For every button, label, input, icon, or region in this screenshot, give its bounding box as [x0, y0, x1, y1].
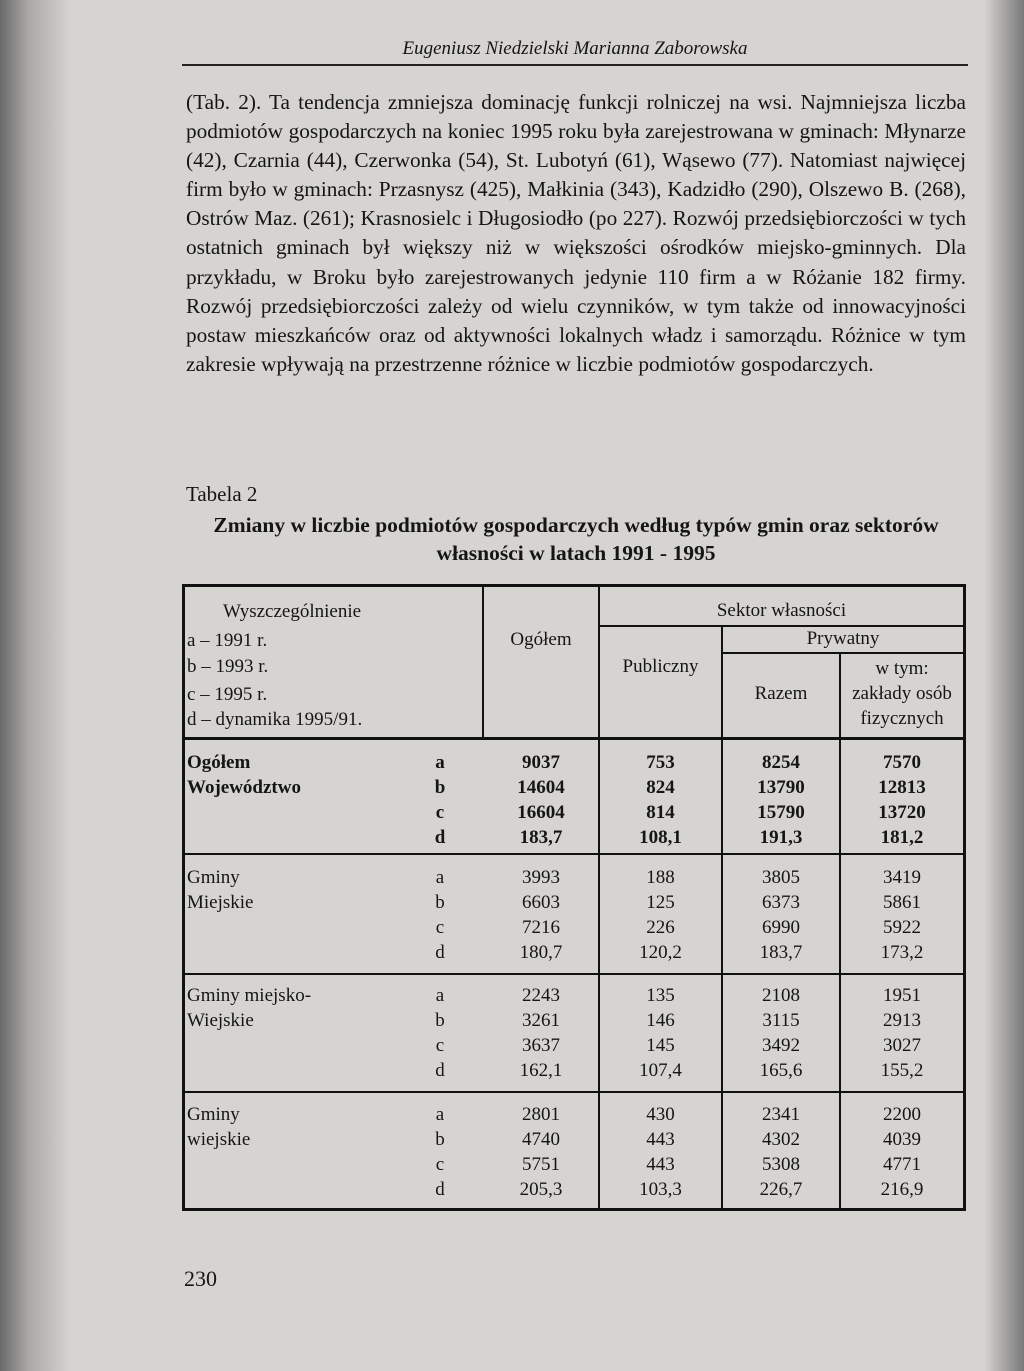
cell-fizyczne: 3027 — [883, 1035, 921, 1056]
header-prywatny: Prywatny — [806, 628, 880, 649]
row-code: c — [435, 802, 445, 823]
cell-fizyczne: 5861 — [883, 892, 921, 913]
header-fizycznych: fizycznych — [860, 708, 944, 729]
cell-ogolem: 6603 — [522, 892, 560, 913]
table-title: Zmiany w liczbie podmiotów gospodarczych według typów gmin oraz sektorów własności w latach 1991 - 1995 — [213, 513, 939, 565]
group-label: Miejskie — [187, 892, 254, 913]
row-code: a — [435, 985, 445, 1006]
cell-fizyczne: 4771 — [883, 1154, 921, 1175]
cell-razem: 15790 — [757, 802, 805, 823]
cell-ogolem: 14604 — [517, 777, 565, 798]
legend-a: a – 1991 r. — [187, 630, 268, 651]
cell-razem: 5308 — [762, 1154, 800, 1175]
cell-ogolem: 2801 — [522, 1104, 560, 1125]
cell-razem: 3115 — [762, 1010, 800, 1031]
cell-ogolem: 3993 — [522, 867, 560, 888]
row-code: d — [435, 942, 445, 963]
cell-fizyczne: 12813 — [878, 777, 926, 798]
cell-ogolem: 4740 — [522, 1129, 560, 1150]
cell-fizyczne: 2200 — [883, 1104, 921, 1125]
cell-fizyczne: 7570 — [883, 752, 921, 773]
row-code: b — [435, 892, 445, 913]
row-code: c — [435, 917, 445, 938]
cell-fizyczne: 216,9 — [880, 1179, 924, 1200]
cell-publiczny: 226 — [646, 917, 675, 938]
cell-publiczny: 108,1 — [639, 827, 682, 848]
cell-fizyczne: 3419 — [883, 867, 921, 888]
header-publiczny: Publiczny — [622, 656, 699, 677]
cell-razem: 4302 — [762, 1129, 800, 1150]
cell-publiczny: 135 — [646, 985, 675, 1006]
cell-razem: 6373 — [762, 892, 800, 913]
cell-ogolem: 5751 — [522, 1154, 560, 1175]
cell-publiczny: 443 — [646, 1154, 675, 1175]
cell-ogolem: 7216 — [522, 917, 560, 938]
cell-publiczny: 753 — [646, 752, 675, 773]
cell-razem: 165,6 — [759, 1060, 803, 1081]
group-label: Gminy — [187, 867, 240, 888]
row-code: a — [435, 867, 445, 888]
cell-publiczny: 430 — [646, 1104, 675, 1125]
cell-razem: 8254 — [762, 752, 800, 773]
cell-razem: 183,7 — [759, 942, 803, 963]
group-label: Wiejskie — [187, 1010, 254, 1031]
header-wyszczegolnienie: Wyszczególnienie — [222, 601, 362, 622]
cell-razem: 13790 — [757, 777, 805, 798]
cell-publiczny: 145 — [646, 1035, 675, 1056]
cell-razem: 3805 — [762, 867, 800, 888]
legend-c: c – 1995 r. — [187, 684, 268, 705]
cell-fizyczne: 5922 — [883, 917, 921, 938]
body-paragraph: (Tab. 2). Ta tendencja zmniejsza dominację funkcji rolniczej na wsi. Najmniejsza liczba podmiotów gospodarczych na koniec 1995 roku była zarejestrowana w gminach: Młynarze (42), Czarnia (44), Czerwonka (54), St. Lubotyń (61), Wąsewo (77). Natomiast najwięcej firm było w gminach: Przasnysz (425), Małkinia (343), Kadzidło (290), Olszewo B. (268), Ostrów Maz. (261); Krasnosielc i Długosiodło (po 227). Rozwój przedsiębiorczości w tych ostatnich gminach był większy niż w większości ośrodków miejsko-gminnych. Dla przykładu, w Broku było zarejestrowanych jedynie 110 firm a w Różanie 182 firmy. Rozwój przedsiębiorczości zależy od wielu czynników, w tym także od innowacyjności postaw mieszkańców oraz od aktywności lokalnych władz i samorządu. Różnice w tym zakresie wpływają na przestrzenne różnice w liczbie podmiotów gospodarczych. — [186, 90, 966, 376]
row-code: d — [434, 827, 446, 848]
cell-ogolem: 180,7 — [519, 942, 563, 963]
group-label: Gminy miejsko- — [187, 985, 312, 1006]
table-grid-line — [185, 973, 963, 975]
cell-ogolem: 16604 — [517, 802, 565, 823]
page-number: 230 — [184, 1266, 217, 1291]
cell-publiczny: 443 — [646, 1129, 675, 1150]
cell-publiczny: 107,4 — [639, 1060, 682, 1081]
table-grid-line — [185, 853, 963, 855]
legend-b: b – 1993 r. — [187, 656, 269, 677]
cell-publiczny: 125 — [646, 892, 675, 913]
header-ogolem: Ogółem — [510, 629, 572, 650]
header-sektor: Sektor własności — [716, 600, 847, 621]
row-code: b — [435, 1129, 445, 1150]
cell-razem: 2341 — [762, 1104, 800, 1125]
cell-ogolem: 162,1 — [519, 1060, 563, 1081]
cell-ogolem: 2243 — [522, 985, 560, 1006]
header-w-tym: w tym: — [875, 658, 929, 679]
running-header: Eugeniusz Niedzielski Marianna Zaborowska — [402, 38, 748, 59]
cell-ogolem: 3637 — [522, 1035, 560, 1056]
row-code: b — [434, 777, 446, 798]
table-grid-line — [185, 737, 963, 740]
cell-publiczny: 814 — [646, 802, 675, 823]
row-code: a — [435, 752, 445, 773]
table-grid-line — [721, 652, 963, 654]
row-code: c — [435, 1154, 445, 1175]
row-code: c — [435, 1035, 445, 1056]
group-label: Województwo — [187, 777, 301, 798]
cell-ogolem: 3261 — [522, 1010, 560, 1031]
cell-razem: 191,3 — [759, 827, 803, 848]
cell-razem: 3492 — [762, 1035, 800, 1056]
cell-ogolem: 9037 — [522, 752, 560, 773]
cell-fizyczne: 4039 — [883, 1129, 921, 1150]
header-rule — [182, 64, 968, 66]
row-code: d — [435, 1060, 445, 1081]
cell-fizyczne: 181,2 — [880, 827, 924, 848]
cell-publiczny: 824 — [646, 777, 675, 798]
table-grid-line — [482, 587, 484, 740]
data-table — [182, 584, 966, 1211]
cell-fizyczne: 155,2 — [880, 1060, 924, 1081]
cell-publiczny: 120,2 — [639, 942, 682, 963]
legend-d: d – dynamika 1995/91. — [187, 709, 363, 730]
group-label: Ogółem — [187, 752, 251, 773]
table-label: Tabela 2 — [186, 482, 258, 506]
cell-ogolem: 183,7 — [519, 827, 563, 848]
cell-fizyczne: 13720 — [878, 802, 926, 823]
cell-fizyczne: 1951 — [883, 985, 921, 1006]
header-razem: Razem — [754, 683, 808, 704]
group-label: wiejskie — [187, 1129, 251, 1150]
row-code: d — [435, 1179, 445, 1200]
row-code: a — [435, 1104, 445, 1125]
cell-razem: 6990 — [762, 917, 800, 938]
header-zaklady-osob: zakłady osób — [852, 683, 952, 704]
table-grid-line — [598, 625, 963, 627]
cell-razem: 2108 — [762, 985, 800, 1006]
cell-publiczny: 103,3 — [639, 1179, 682, 1200]
cell-razem: 226,7 — [759, 1179, 803, 1200]
table-grid-line — [185, 1091, 963, 1093]
group-label: Gminy — [187, 1104, 240, 1125]
cell-fizyczne: 2913 — [883, 1010, 921, 1031]
cell-publiczny: 188 — [646, 867, 675, 888]
row-code: b — [435, 1010, 445, 1031]
cell-fizyczne: 173,2 — [880, 942, 924, 963]
cell-ogolem: 205,3 — [519, 1179, 563, 1200]
cell-publiczny: 146 — [646, 1010, 675, 1031]
